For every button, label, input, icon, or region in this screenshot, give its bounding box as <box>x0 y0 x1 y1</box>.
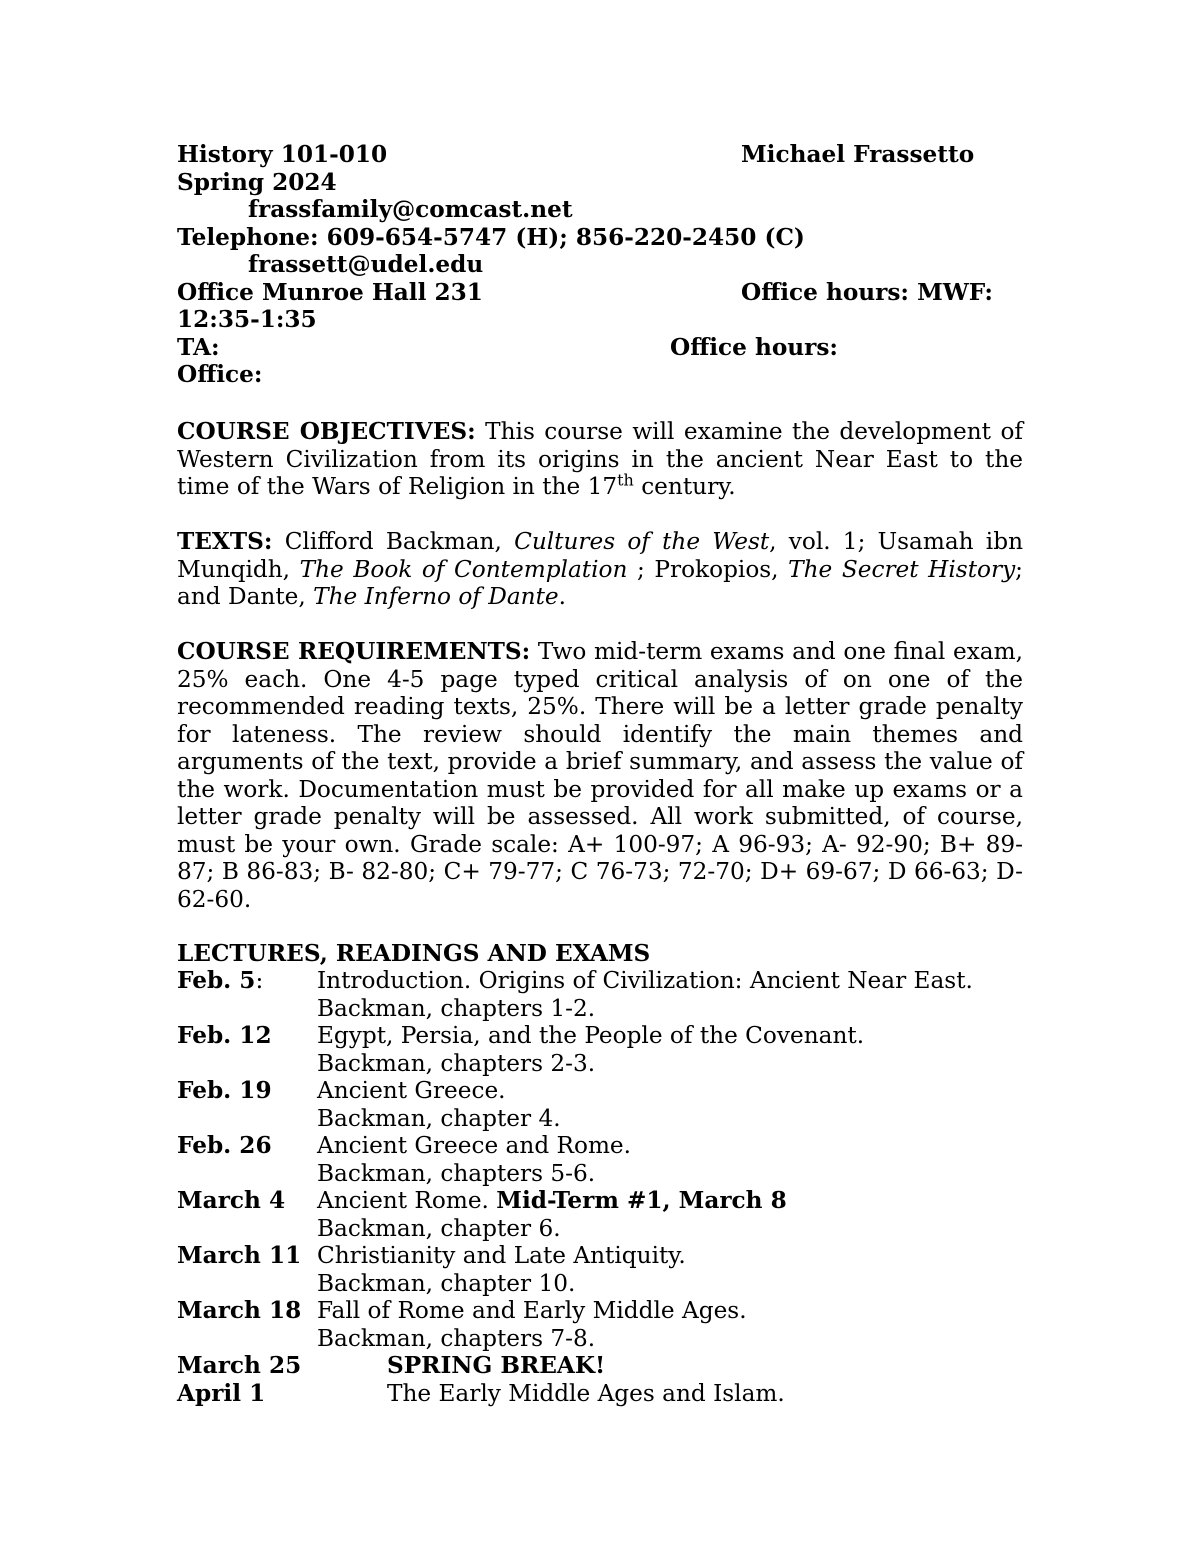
schedule-topic: The Early Middle Ages and Islam. <box>387 1379 785 1407</box>
office-location: Office Munroe Hall 231 <box>177 279 483 306</box>
schedule-row <box>177 1077 973 1105</box>
schedule-row <box>177 1132 973 1160</box>
schedule-date: Feb. 26 <box>177 1132 272 1159</box>
schedule-date: March 11 <box>177 1242 302 1269</box>
schedule-reading: Backman, chapter 6. <box>317 1214 561 1242</box>
schedule-reading: Backman, chapters 7-8. <box>317 1324 596 1352</box>
course-requirements: COURSE REQUIREMENTS: Two mid-term exams and one final exam, 25% each. One 4-5 page typed critical analysis of on one of the recommended reading texts, 25%. There will be a letter grade penalty for lateness. The review should identify the main themes and arguments of the text, provide a brief summary, and assess the value of the work. Documentation must be provided for all make up exams or a letter grade penalty will be assessed. All work submitted, of course, must be your own. Grade scale: A+ 100-97; A 96-93; A- 92-90; B+ 89-87; B 86-83; B- 82-80; C+ 79-77; C 76-73; 72-70; D+ 69-67; D 66-63; D- 62-60. <box>177 638 1023 913</box>
schedule-date: Feb. 19 <box>177 1077 272 1104</box>
ta-label: TA: <box>177 334 220 361</box>
ta-office: Office: <box>177 361 263 388</box>
schedule-reading: Backman, chapter 4. <box>317 1104 561 1132</box>
schedule-reading: Backman, chapters 5-6. <box>317 1159 596 1187</box>
schedule-topic: Introduction. Origins of Civilization: Ancient Near East. <box>317 967 973 994</box>
schedule-reading-row <box>177 1325 973 1353</box>
schedule-row <box>177 1380 973 1408</box>
schedule-date: Feb. 12 <box>177 1022 272 1049</box>
schedule-topic: Egypt, Persia, and the People of the Covenant. <box>317 1022 865 1049</box>
schedule-reading-row <box>177 995 973 1023</box>
schedule-date: March 18 <box>177 1297 302 1324</box>
spring-break: SPRING BREAK! <box>387 1352 606 1379</box>
schedule-reading-row <box>177 1215 973 1243</box>
office-hours: Office hours: MWF: <box>741 279 993 306</box>
schedule-reading: Backman, chapter 10. <box>317 1269 576 1297</box>
schedule-reading-row <box>177 1160 973 1188</box>
schedule-row <box>177 1297 973 1325</box>
course-texts: TEXTS: Clifford Backman, Cultures of the West, vol. 1; Usamah ibn Munqidh, The Book of Contemplation ; Prokopios, The Secret History; and Dante, The Inferno of Dante. <box>177 528 1024 610</box>
schedule-reading: Backman, chapters 1-2. <box>317 994 596 1022</box>
email-university: frassett@udel.edu <box>248 251 484 278</box>
book-title: The Secret History <box>788 555 1016 583</box>
objectives-label: COURSE OBJECTIVES: <box>177 418 476 445</box>
book-title: Cultures of the West <box>514 528 770 555</box>
course-objectives: COURSE OBJECTIVES: This course will examine the development of Western Civilization from its origins in the ancient Near East to the time of the Wars of Religion in the 17th century. <box>177 418 1023 500</box>
email-personal: frassfamily@comcast.net <box>248 196 573 223</box>
schedule-topic: Ancient Greece and Rome. <box>317 1132 632 1159</box>
term: Spring 2024 <box>177 169 337 196</box>
ta-office-hours: Office hours: <box>670 334 838 361</box>
schedule-date: Feb. 5: <box>177 967 264 994</box>
schedule-topic: Fall of Rome and Early Middle Ages. <box>317 1297 747 1324</box>
course-title: History 101-010 <box>177 141 388 168</box>
schedule-row <box>177 1352 973 1380</box>
schedule-reading-row <box>177 1105 973 1133</box>
telephone: Telephone: 609-654-5747 (H); 856-220-2450 (C) <box>177 224 805 251</box>
schedule-reading-row <box>177 1050 973 1078</box>
schedule-date: April 1 <box>177 1379 266 1407</box>
book-title: The Book of Contemplation <box>299 555 628 583</box>
schedule-topic: Ancient Rome. Mid-Term #1, March 8 <box>317 1187 787 1214</box>
schedule-date: March 25 <box>177 1352 302 1379</box>
schedule-row <box>177 1242 973 1270</box>
texts-label: TEXTS: <box>177 528 273 555</box>
schedule-date: March 4 <box>177 1187 286 1214</box>
book-title: The Inferno of Dante <box>313 583 559 610</box>
schedule-row <box>177 967 973 995</box>
schedule-reading-row <box>177 1270 973 1298</box>
schedule-topic: Christianity and Late Antiquity. <box>317 1242 686 1269</box>
office-hours-time: 12:35-1:35 <box>177 306 317 333</box>
requirements-label: COURSE REQUIREMENTS: <box>177 638 531 665</box>
schedule-topic: Ancient Greece. <box>317 1077 506 1104</box>
schedule-row <box>177 1022 973 1050</box>
schedule-list <box>177 967 973 1407</box>
schedule-heading: LECTURES, READINGS AND EXAMS <box>177 940 651 967</box>
schedule-row <box>177 1187 973 1215</box>
instructor-name: Michael Frassetto <box>741 141 975 168</box>
midterm-notice: Mid-Term #1, March 8 <box>496 1187 787 1214</box>
schedule-reading: Backman, chapters 2-3. <box>317 1049 596 1077</box>
